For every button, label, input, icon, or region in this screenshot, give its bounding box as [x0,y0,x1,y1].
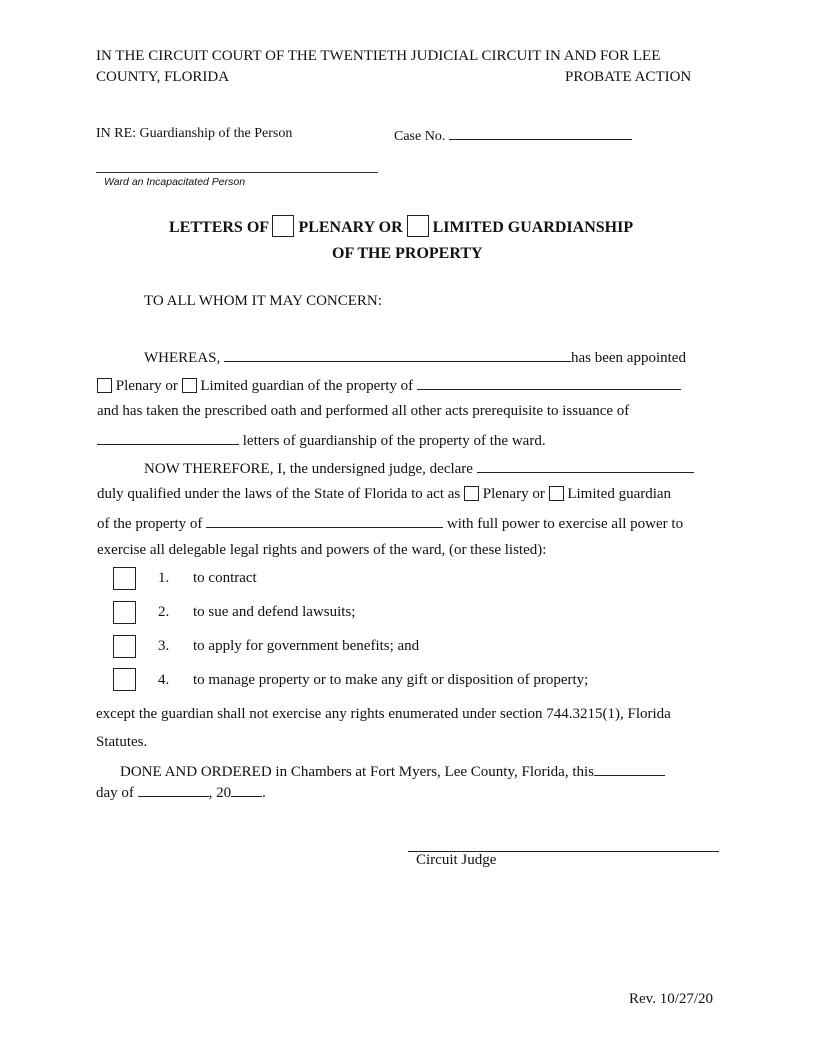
property-of-line [97,514,683,533]
year-blank[interactable] [231,783,262,797]
court-header-county: COUNTY, FLORIDA [96,69,230,85]
power-2-text: to sue and defend lawsuits; [193,604,356,620]
power-3-checkbox[interactable] [113,635,136,658]
whereas-limited-label: Limited guardian of the property of [200,378,414,394]
has-been-appointed-text: has been appointed [571,350,686,366]
declare-plenary-checkbox[interactable] [464,486,479,501]
day-blank[interactable] [594,762,665,776]
title-plenary-checkbox[interactable] [272,215,294,237]
except-line-1: except the guardian shall not exercise any rights enumerated under section 744.3215(1), Florida [96,706,671,722]
title-letters-of: LETTERS OF [169,219,269,236]
declared-guardian-blank[interactable] [477,459,694,473]
power-1-text: to contract [193,570,257,586]
whereas-plenary-checkbox[interactable] [97,378,112,393]
delegable-line: exercise all delegable legal rights and powers of the ward, (or these listed): [97,542,547,558]
power-1-number: 1. [158,570,170,586]
ward-name-line[interactable] [96,172,378,173]
except-line-2: Statutes. [96,734,148,750]
case-no-field[interactable] [394,126,632,145]
done-ordered-text: DONE AND ORDERED in Chambers at Fort Myers, Lee County, Florida, this [120,764,594,780]
duly-qualified-text: duly qualified under the laws of the State of Florida to act as [97,486,461,502]
case-no-label: Case No. [394,129,446,144]
oath-line: and has taken the prescribed oath and performed all other acts prerequisite to issuance of [97,403,630,419]
power-4-checkbox[interactable] [113,668,136,691]
document-title-line2: OF THE PROPERTY [332,245,483,262]
title-limited-checkbox[interactable] [407,215,429,237]
document-title-line1 [169,215,633,237]
whereas-limited-checkbox[interactable] [182,378,197,393]
power-3-text: to apply for government benefits; and [193,638,420,654]
done-ordered-line [120,762,665,781]
appointment-type-line [97,376,681,395]
declare-limited-label: Limited guardian [567,486,672,502]
now-therefore-line [144,459,694,478]
letters-line-text: letters of guardianship of the property of the ward. [242,433,546,449]
power-1-checkbox[interactable] [113,567,136,590]
ward-label: Ward an Incapacitated Person [104,176,246,188]
date-period: . [262,785,266,801]
whereas-plenary-label: Plenary or [115,378,178,394]
ward-name-blank-1[interactable] [417,376,681,390]
full-power-text: with full power to exercise all power to [446,516,684,532]
salutation: TO ALL WHOM IT MAY CONCERN: [144,293,382,309]
letters-line [97,431,546,450]
power-2-number: 2. [158,604,170,620]
case-no-blank[interactable] [449,126,632,140]
court-header-probate: PROBATE ACTION [565,69,692,85]
now-therefore-text: NOW THEREFORE, I, the undersigned judge, declare [144,461,473,477]
duly-qualified-line [97,486,671,503]
circuit-judge-label: Circuit Judge [416,852,497,868]
whereas-line [144,348,686,367]
day-of-label: day of [96,785,134,801]
declare-limited-checkbox[interactable] [549,486,564,501]
property-of-text: of the property of [97,516,203,532]
title-plenary-or: PLENARY OR [298,219,403,236]
year-prefix: , 20 [208,785,232,801]
power-2-checkbox[interactable] [113,601,136,624]
ward-name-blank-2[interactable] [206,514,443,528]
guardian-name-blank[interactable] [224,348,571,362]
month-blank[interactable] [138,783,209,797]
letters-type-blank[interactable] [97,431,239,445]
revision-date: Rev. 10/27/20 [629,991,714,1007]
declare-plenary-label: Plenary or [482,486,545,502]
power-4-number: 4. [158,672,170,688]
day-of-line [96,783,266,802]
in-re-label: IN RE: Guardianship of the Person [96,126,293,141]
power-3-number: 3. [158,638,170,654]
power-4-text: to manage property or to make any gift or disposition of property; [193,672,589,688]
title-limited-guardianship: LIMITED GUARDIANSHIP [432,219,634,236]
court-header-line1: IN THE CIRCUIT COURT OF THE TWENTIETH JUDICIAL CIRCUIT IN AND FOR LEE [96,48,661,64]
whereas-label: WHEREAS, [144,350,221,366]
